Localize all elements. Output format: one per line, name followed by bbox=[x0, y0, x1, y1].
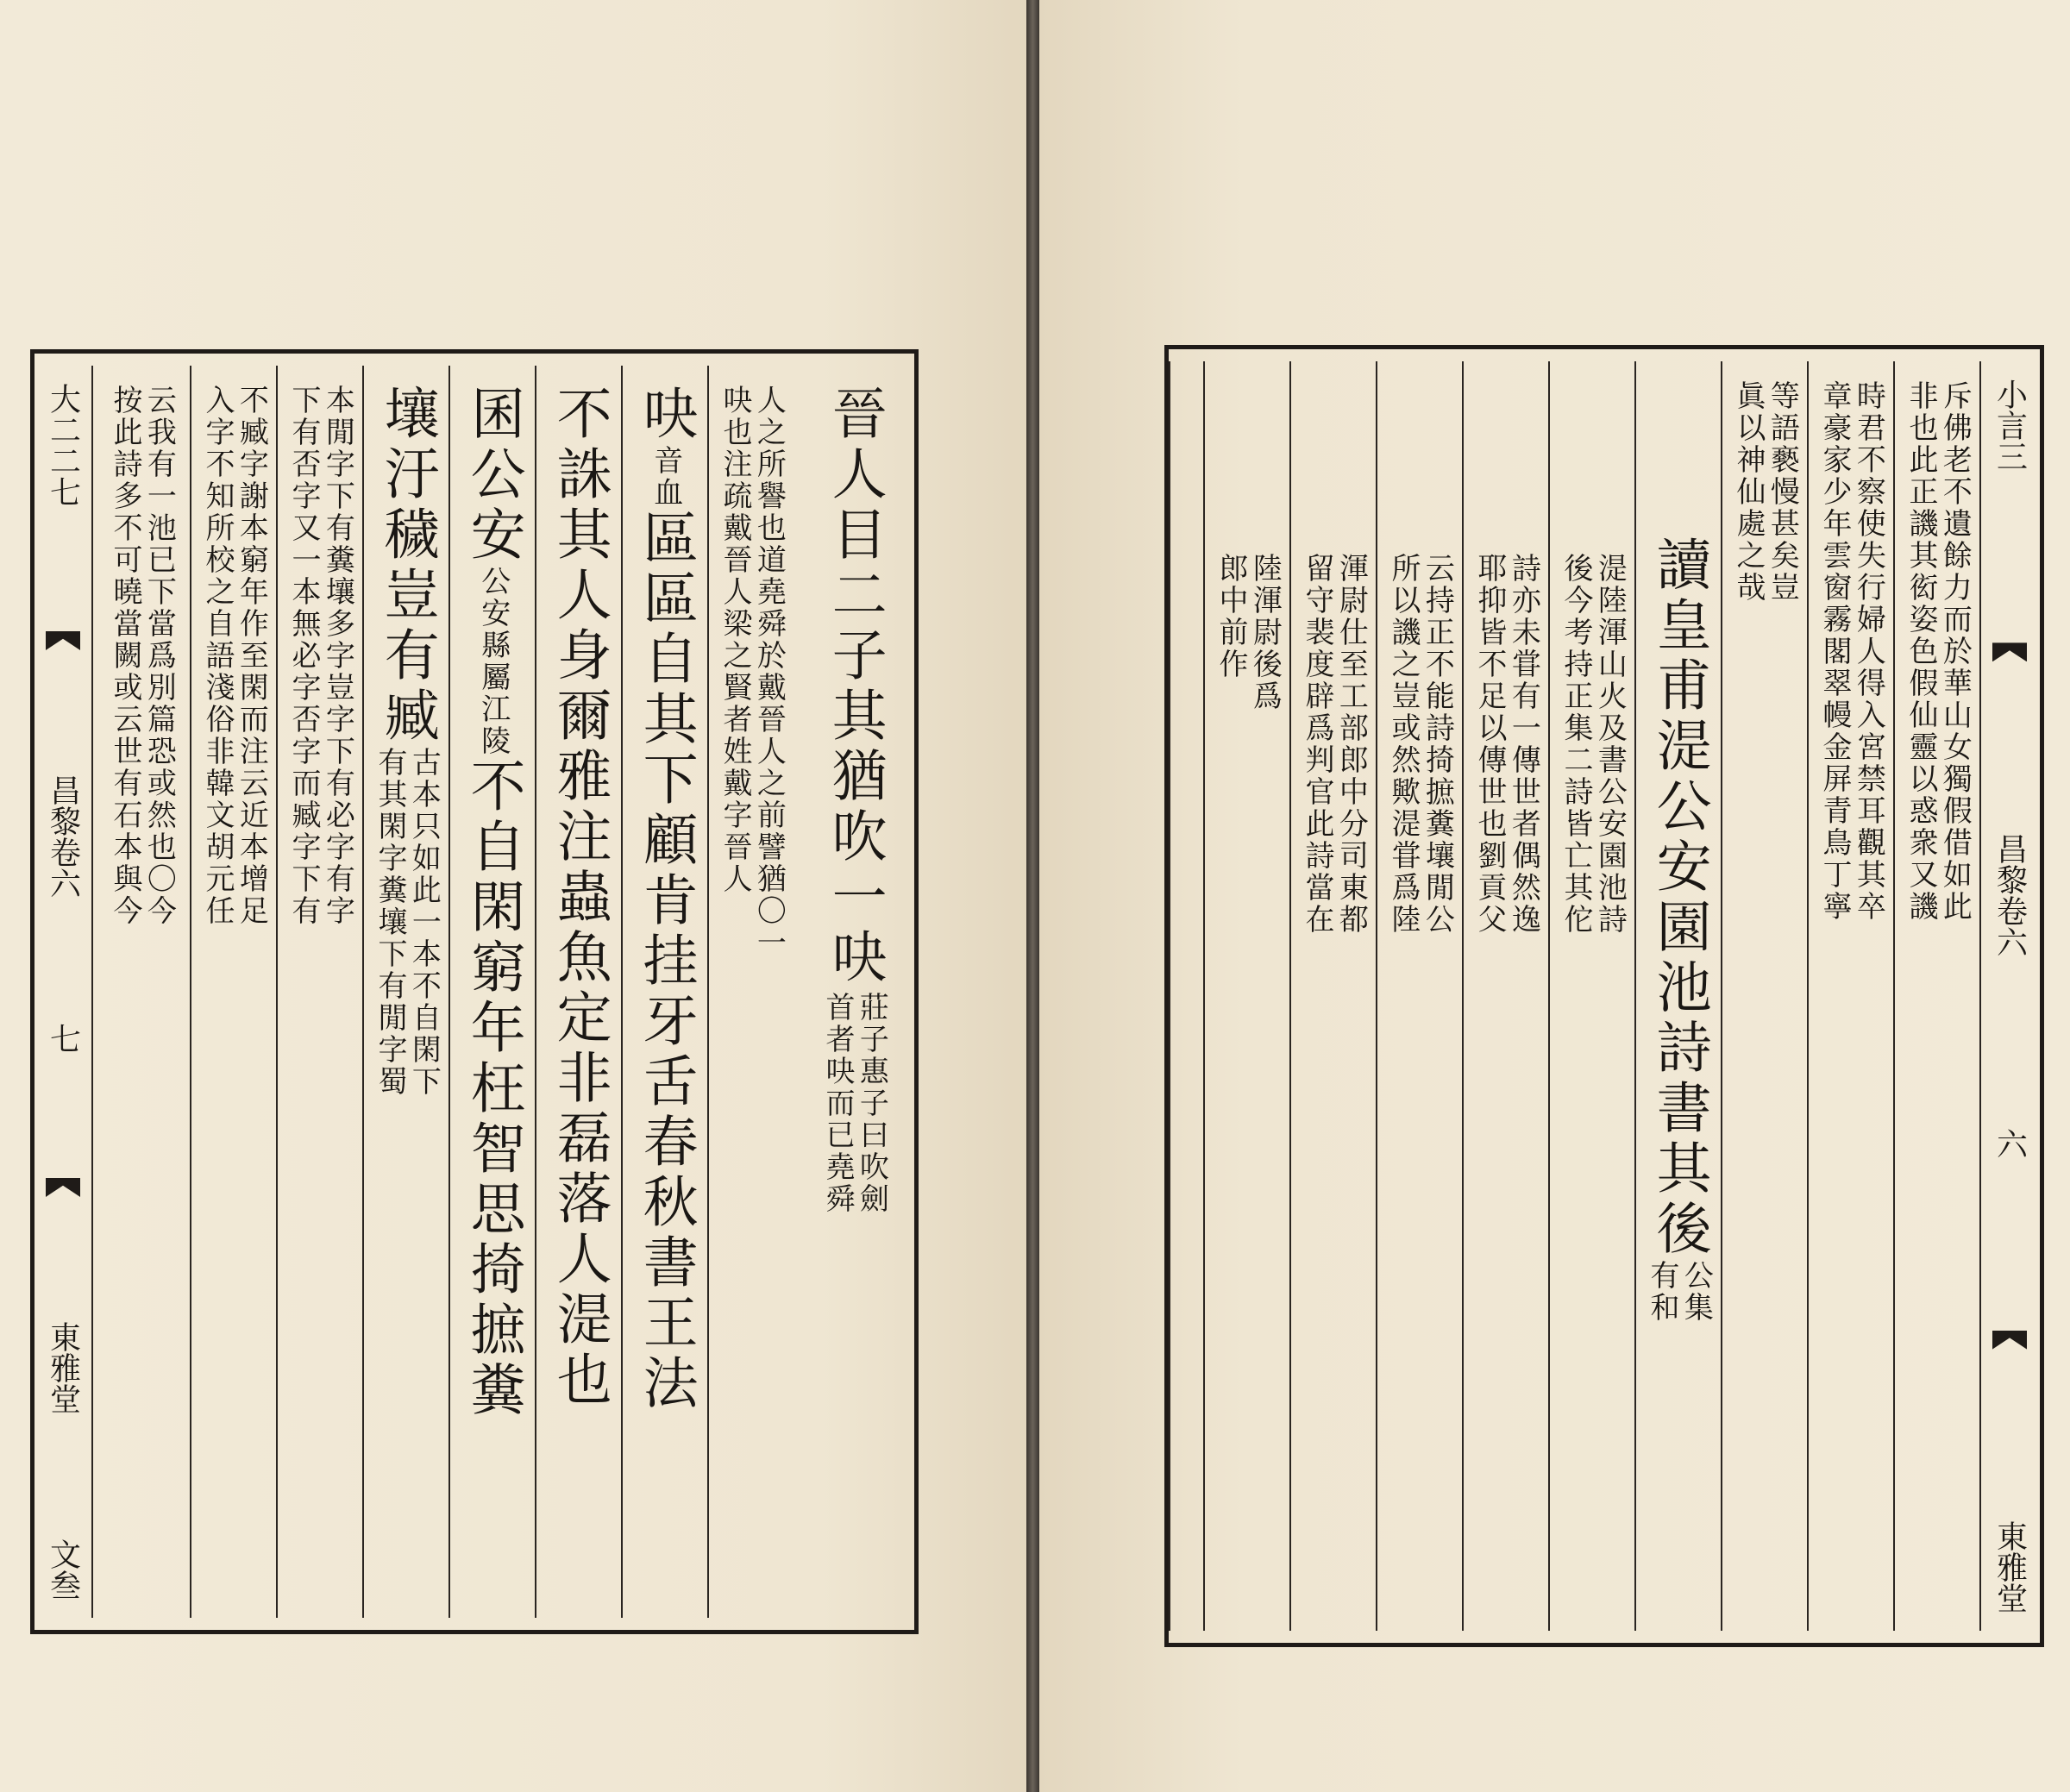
text-column-7 bbox=[276, 366, 362, 1618]
text-column-3 bbox=[621, 366, 707, 1618]
margin-volume-title: 昌黎卷六 bbox=[1992, 832, 2028, 957]
text-column-3 bbox=[1721, 361, 1807, 1631]
annotation-right: 詩亦未甞有一傳世者偶然逸 bbox=[1506, 553, 1541, 936]
annotation-left: 首者吷而已堯舜 bbox=[820, 992, 855, 1215]
fishtail-mark bbox=[1992, 1331, 2027, 1350]
annotation-right: 人之所譽也道堯舜於戴晉人之前譬猶〇一 bbox=[751, 385, 787, 959]
annotation-right: 渾尉仕至工部郎中分司東都 bbox=[1333, 553, 1369, 936]
left-fold-margin bbox=[34, 366, 93, 1618]
text-column-1 bbox=[794, 366, 914, 1618]
annotation-right: 斥佛老不遺餘力而於華山女獨假借如此 bbox=[1937, 380, 1973, 923]
main-text: 不自閑窮年枉智思掎摭糞 bbox=[461, 757, 525, 1421]
annotation-left: 有其閑字糞壤下有閒字蜀 bbox=[373, 747, 407, 1098]
annotation-left: 眞以神仙處之哉 bbox=[1731, 380, 1766, 604]
annotation-right: 古本只如此一本不自閑下 bbox=[406, 747, 442, 1098]
margin-volume-title: 昌黎卷六 bbox=[45, 774, 81, 899]
margin-publisher: 東雅堂 bbox=[45, 1321, 81, 1414]
margin-character-count: 小言三 bbox=[1992, 379, 2028, 472]
annotation: 公安縣屬江陵 bbox=[475, 566, 511, 757]
main-text: 不誅其人身爾雅注蟲魚定非磊落人湜也 bbox=[547, 385, 612, 1411]
text-column-2 bbox=[1807, 361, 1893, 1631]
margin-character-count: 大二二七 bbox=[45, 383, 81, 507]
text-column-1 bbox=[1893, 361, 1979, 1631]
margin-page-number: 六 bbox=[1992, 1128, 2028, 1160]
book-gutter bbox=[1026, 0, 1039, 1792]
annotation-right: 陸渾尉後爲 bbox=[1247, 553, 1283, 712]
annotation: 音血 bbox=[648, 445, 683, 509]
fishtail-mark bbox=[46, 1178, 80, 1197]
annotation-left: 吷也注疏戴晉人梁之賢者姓戴字晉人 bbox=[718, 385, 752, 895]
annotation-left: 有和 bbox=[1645, 1260, 1679, 1324]
right-fold-margin bbox=[1979, 361, 2038, 1631]
text-column-9 bbox=[91, 366, 190, 1618]
main-text: 吷 bbox=[633, 385, 698, 445]
text-column-9 bbox=[1203, 361, 1289, 1631]
annotation-left: 後今考持正集二詩皆亡其佗 bbox=[1559, 553, 1593, 936]
annotation-left: 非也此正譏其衒姿色假仙靈以惑衆又譏 bbox=[1904, 380, 1938, 923]
margin-page-number: 七 bbox=[45, 1023, 81, 1054]
text-column-4-heading bbox=[1634, 361, 1721, 1631]
annotation-left: 下有否字又一本無必字否字而臧字下有 bbox=[286, 385, 321, 927]
annotation-right: 湜陸渾山火及書公安園池詩 bbox=[1592, 553, 1628, 936]
right-text-frame bbox=[1164, 345, 2044, 1647]
annotation-left: 留守裴度辟爲判官此詩當在 bbox=[1300, 553, 1334, 936]
annotation-right: 本閒字下有糞壤多字豈字下有必字有字 bbox=[320, 385, 355, 927]
annotation-left: 耶抑皆不足以傳世也劉貢父 bbox=[1472, 553, 1507, 936]
annotation-right: 云我有一池已下當爲別篇恐或然也〇今 bbox=[141, 385, 177, 927]
fishtail-mark bbox=[46, 631, 80, 650]
main-text: 區區自其下顧肯挂牙舌春秋書王法 bbox=[633, 509, 698, 1414]
margin-carver: 文叁 bbox=[45, 1538, 81, 1601]
annotation-left: 所以譏之豈或然歟湜甞爲陸 bbox=[1386, 553, 1421, 936]
main-text: 晉人目二子其猶吹一吷 bbox=[822, 385, 887, 988]
text-column-5 bbox=[448, 366, 535, 1618]
text-column-5 bbox=[1548, 361, 1634, 1631]
annotation-left: 郎中前作 bbox=[1214, 553, 1248, 680]
text-column-7 bbox=[1376, 361, 1462, 1631]
annotation-right: 等語褻慢甚矣豈 bbox=[1765, 380, 1800, 604]
annotation-right: 時君不察使失行婦人得入宮禁耳觀其卒 bbox=[1851, 380, 1886, 923]
text-column-8 bbox=[1289, 361, 1376, 1631]
annotation-left: 入字不知所校之自語淺俗非韓文胡元任 bbox=[200, 385, 235, 927]
text-column-6 bbox=[1462, 361, 1548, 1631]
main-text: 囷公安 bbox=[461, 385, 525, 566]
text-column-6 bbox=[362, 366, 448, 1618]
annotation-right: 莊子惠子曰吹劍 bbox=[854, 992, 889, 1215]
text-column-4 bbox=[535, 366, 621, 1618]
poem-title: 讀皇甫湜公安園池詩書其後 bbox=[1647, 536, 1711, 1260]
margin-publisher: 東雅堂 bbox=[1992, 1519, 2028, 1613]
annotation-right: 云持正不能詩掎摭糞壤閒公 bbox=[1420, 553, 1455, 936]
empty-column bbox=[1169, 361, 1203, 1631]
annotation-left: 章豪家少年雲窗霧閣翠幔金屏青鳥丁寧 bbox=[1817, 380, 1852, 923]
main-text: 壤汙穢豈有臧 bbox=[374, 385, 439, 747]
annotation-left: 按此詩多不可曉當闕或云世有石本與今 bbox=[108, 385, 142, 927]
annotation-right: 不臧字謝本窮年作至閑而注云近本增足 bbox=[234, 385, 269, 927]
text-column-8 bbox=[190, 366, 276, 1618]
annotation-right: 公集 bbox=[1678, 1260, 1714, 1324]
fishtail-mark bbox=[1992, 642, 2027, 661]
text-column-2 bbox=[707, 366, 794, 1618]
left-text-frame bbox=[30, 349, 919, 1634]
